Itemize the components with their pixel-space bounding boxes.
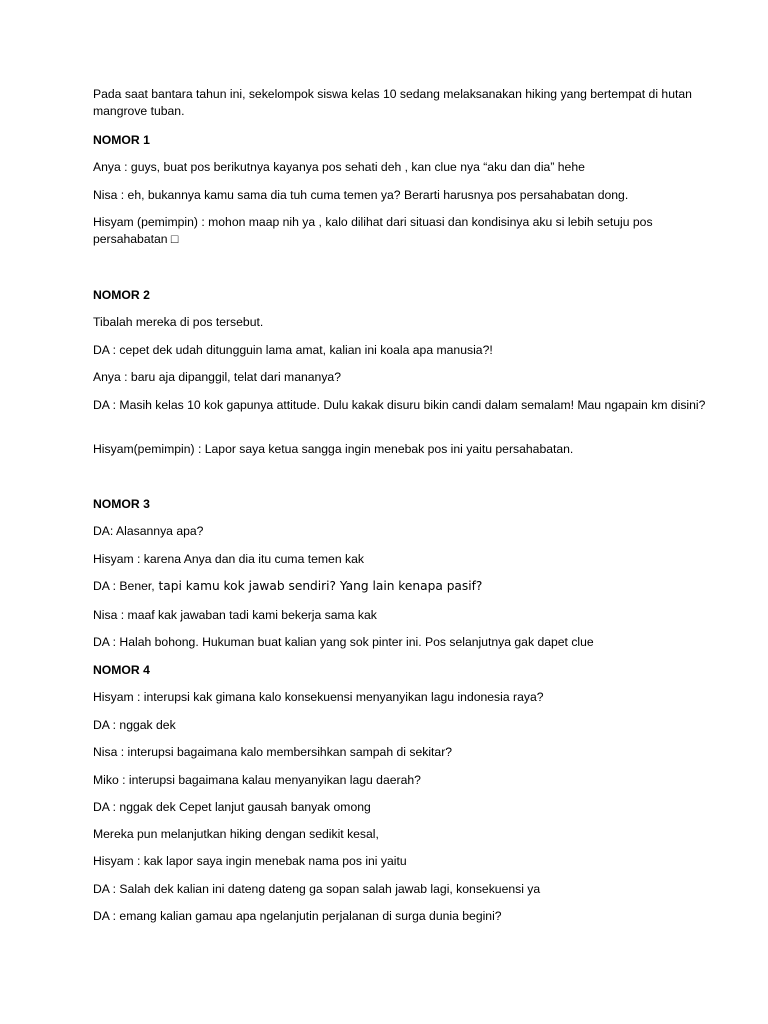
dialogue-line: Hisyam : interupsi kak gimana kalo konsekuensi menyanyikan lagu indonesia raya?: [93, 690, 544, 704]
dialogue-line: DA : emang kalian gamau apa ngelanjutin perjalanan di surga dunia begini?: [93, 909, 502, 923]
section-heading-nomor-3: NOMOR 3: [93, 497, 150, 511]
dialogue-line: DA : cepet dek udah ditungguin lama amat, kalian ini koala apa manusia?!: [93, 343, 493, 357]
dialogue-line: Nisa : maaf kak jawaban tadi kami bekerja sama kak: [93, 608, 377, 622]
dialogue-line: DA : Masih kelas 10 kok gapunya attitude. Dulu kakak disuru bikin candi dalam semalam! Mau ngapain km disini?: [93, 398, 706, 412]
dialogue-line: Nisa : eh, bukannya kamu sama dia tuh cuma temen ya? Berarti harusnya pos persahabatan dong.: [93, 188, 629, 202]
dialogue-line: Anya : baru aja dipanggil, telat dari mananya?: [93, 370, 341, 384]
narration-line: Tibalah mereka di pos tersebut.: [93, 315, 264, 329]
dialogue-line: DA : nggak dek Cepet lanjut gausah banyak omong: [93, 800, 371, 814]
dialogue-speaker-part: DA : Bener,: [93, 579, 155, 593]
dialogue-line: DA : Halah bohong. Hukuman buat kalian yang sok pinter ini. Pos selanjutnya gak dapet clue: [93, 635, 594, 649]
dialogue-alt-font-part: tapi kamu kok jawab sendiri? Yang lain kenapa pasif?: [154, 579, 483, 593]
dialogue-line: Nisa : interupsi bagaimana kalo membersihkan sampah di sekitar?: [93, 745, 453, 759]
dialogue-line: Hisyam(pemimpin) : Lapor saya ketua sangga ingin menebak pos ini yaitu persahabatan.: [93, 442, 574, 456]
dialogue-line: Hisyam : karena Anya dan dia itu cuma temen kak: [93, 552, 364, 566]
narration-line: Mereka pun melanjutkan hiking dengan sedikit kesal,: [93, 827, 379, 841]
dialogue-line: DA : Salah dek kalian ini dateng dateng ga sopan salah jawab lagi, konsekuensi ya: [93, 882, 541, 896]
section-heading-nomor-1: NOMOR 1: [93, 133, 150, 147]
dialogue-line: DA : nggak dek: [93, 718, 176, 732]
section-heading-nomor-4: NOMOR 4: [93, 663, 150, 677]
intro-paragraph: Pada saat bantara tahun ini, sekelompok siswa kelas 10 sedang melaksanakan hiking yang bertempat di hutan mangrove tuban.: [93, 87, 696, 118]
dialogue-line: Hisyam : kak lapor saya ingin menebak nama pos ini yaitu: [93, 854, 407, 868]
dialogue-line: Miko : interupsi bagaimana kalau menyanyikan lagu daerah?: [93, 773, 421, 787]
section-heading-nomor-2: NOMOR 2: [93, 288, 150, 302]
dialogue-line-mixed: [93, 578, 713, 595]
dialogue-line: Hisyam (pemimpin) : mohon maap nih ya , kalo dilihat dari situasi dan kondisinya aku si lebih setuju pos persahabatan □: [93, 215, 656, 246]
dialogue-line: Anya : guys, buat pos berikutnya kayanya pos sehati deh , kan clue nya “aku dan dia” hehe: [93, 160, 585, 174]
dialogue-line: DA: Alasannya apa?: [93, 524, 204, 538]
